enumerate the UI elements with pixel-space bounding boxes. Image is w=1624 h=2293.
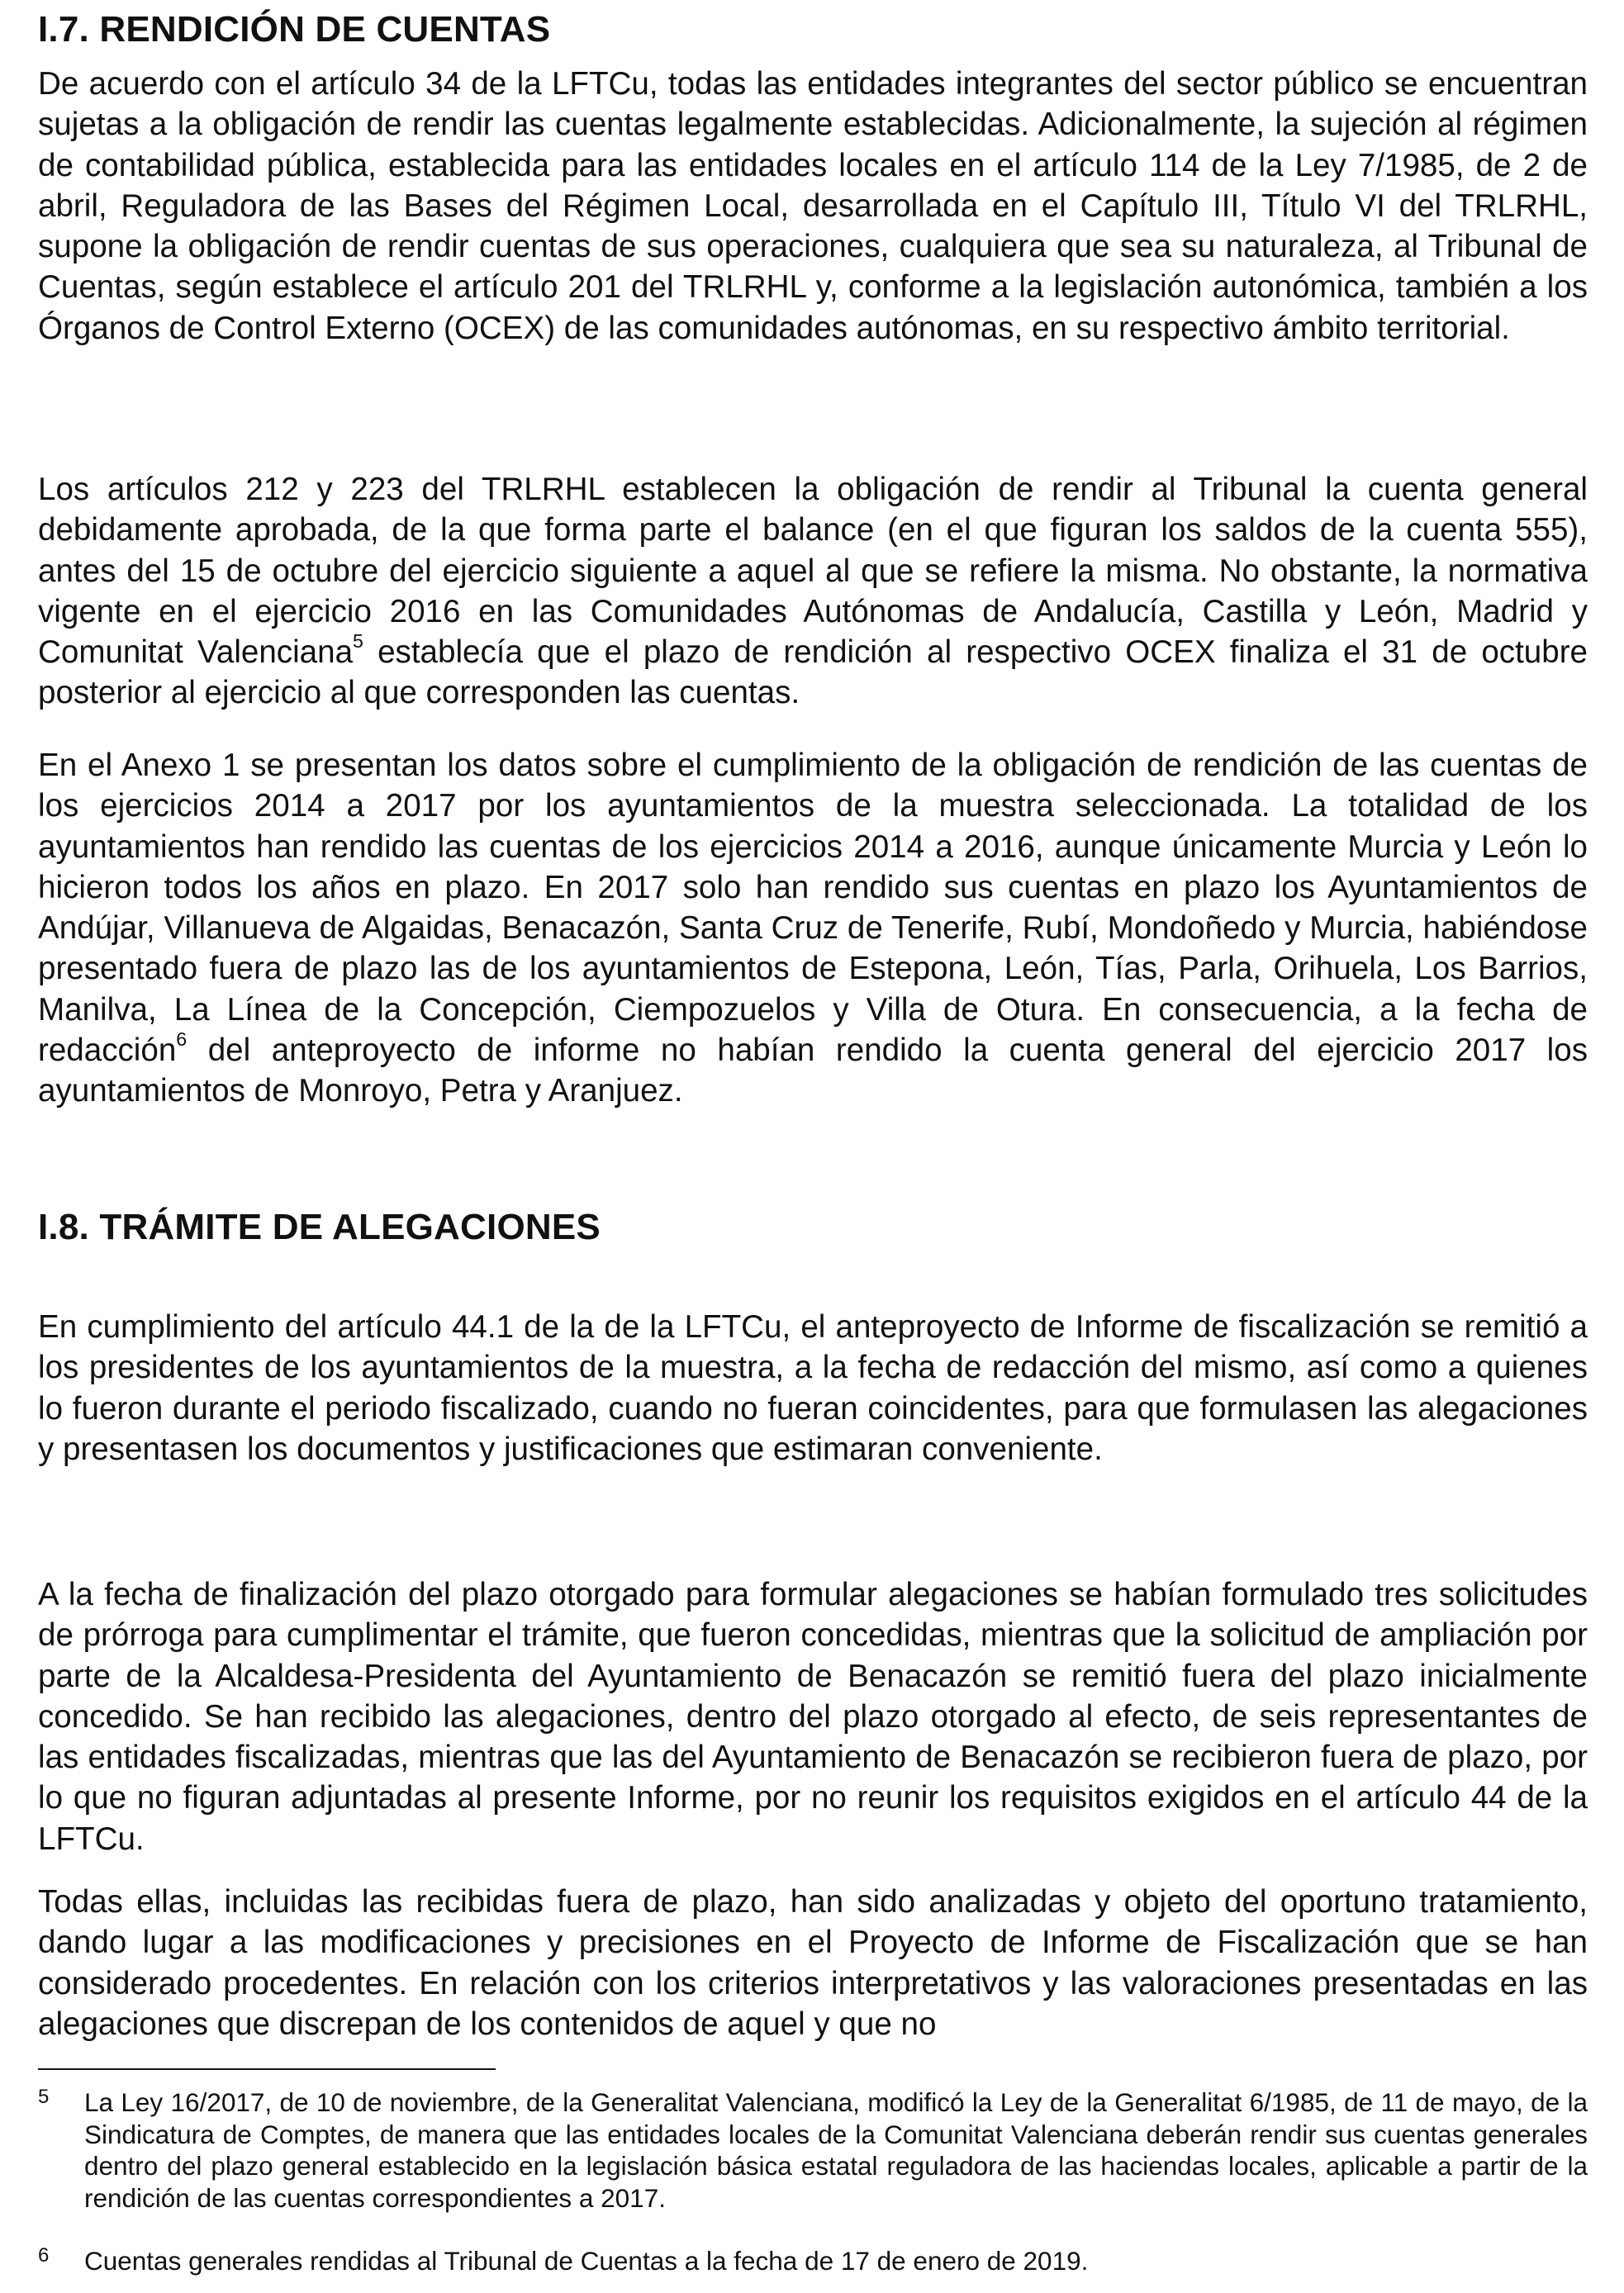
document-page: [38, 0, 1588, 2293]
footnote-text: La Ley 16/2017, de 10 de noviembre, de la Generalitat Valenciana, modificó la Ley de la Generalitat 6/1985, de 11 de mayo, de la Sindicatura de Comptes, de manera que las entidades locales de la Comunitat Valenciana deberán rendir sus cuentas generales dentro del plazo general establecido en la legislación básica estatal reguladora de las haciendas locales, aplicable a partir de la rendición de las cuentas correspondientes a 2017.: [84, 2087, 1588, 2213]
footnote-5: [38, 2086, 1588, 2214]
footnote-reference-6[interactable]: 6: [176, 1028, 188, 1050]
paragraph-tratamiento-alegaciones: Todas ellas, incluidas las recibidas fuera de plazo, han sido analizadas y objeto del oportuno tratamiento, dando lugar a las modificaciones y precisiones en el Proyecto de Informe de Fiscalización que se han considerado procedentes. En relación con los criterios interpretativos y las valoraciones presentadas en las alegaciones que discrepan de los contenidos de aquel y que no: [38, 1884, 1588, 2042]
footnote-6: [38, 2245, 1588, 2277]
section-heading-tramite-de-alegaciones: I.8. TRÁMITE DE ALEGACIONES: [38, 1207, 601, 1247]
paragraph-anexo-cumplimiento: [38, 745, 1588, 1112]
paragraph-plazo-alegaciones: A la fecha de finalización del plazo otorgado para formular alegaciones se habían formulado tres solicitudes de prórroga para cumplimentar el trámite, que fueron concedidas, mientras que la solicitud de ampliación por parte de la Alcaldesa-Presidenta del Ayuntamiento de Benacazón se remitió fuera del plazo inicialmente concedido. Se han recibido las alegaciones, dentro del plazo otorgado al efecto, de seis representantes de las entidades fiscalizadas, mientras que las del Ayuntamiento de Benacazón se recibieron fuera de plazo, por lo que no figuran adjuntadas al presente Informe, por no reunir los requisitos exigidos en el artículo 44 de la LFTCu.: [38, 1577, 1588, 1857]
paragraph-remision-anteproyecto: En cumplimiento del artículo 44.1 de la de la LFTCu, el anteproyecto de Informe de fiscalización se remitió a los presidentes de los ayuntamientos de la muestra, a la fecha de redacción del mismo, así como a quienes lo fueron durante el periodo fiscalizado, cuando no fueran coincidentes, para que formulasen las alegaciones y presentasen los documentos y justificaciones que estimaran conveniente.: [38, 1309, 1588, 1467]
paragraph-plazos-rendicion: [38, 469, 1588, 714]
footnote-number: 5: [38, 2086, 50, 2108]
footnote-text: Cuentas generales rendidas al Tribunal de Cuentas a la fecha de 17 de enero de 2019.: [84, 2246, 1089, 2276]
footnote-reference-5[interactable]: 5: [353, 629, 363, 652]
footnote-number: 6: [38, 2244, 50, 2267]
section-heading-rendicion-de-cuentas: I.7. RENDICIÓN DE CUENTAS: [38, 9, 551, 50]
paragraph-text: establecía que el plazo de rendición al respectivo OCEX finaliza el 31 de octubre posterior al ejercicio al que corresponden las cuentas.: [38, 634, 1588, 711]
paragraph-obligacion-rendir-cuentas: De acuerdo con el artículo 34 de la LFTCu, todas las entidades integrantes del sector público se encuentran sujetas a la obligación de rendir las cuentas legalmente establecidas. Adicionalmente, la sujeción al régimen de contabilidad pública, establecida para las entidades locales en el artículo 114 de la Ley 7/1985, de 2 de abril, Reguladora de las Bases del Régimen Local, desarrollada en el Capítulo III, Título VI del TRLRHL, supone la obligación de rendir cuentas de sus operaciones, cualquiera que sea su naturaleza, al Tribunal de Cuentas, según establece el artículo 201 del TRLRHL y, conforme a la legislación autonómica, también a los Órganos de Control Externo (OCEX) de las comunidades autónomas, en su respectivo ámbito territorial.: [38, 66, 1588, 346]
paragraph-text: En el Anexo 1 se presentan los datos sobre el cumplimiento de la obligación de rendición de las cuentas de los ejercicios 2014 a 2017 por los ayuntamientos de la muestra seleccionada. La totalidad de los ayuntamientos han rendido las cuentas de los ejercicios 2014 a 2016, aunque únicamente Murcia y León lo hicieron todos los años en plazo. En 2017 solo han rendido sus cuentas en plazo los Ayuntamientos de Andújar, Villanueva de Algaidas, Benacazón, Santa Cruz de Tenerife, Rubí, Mondoñedo y Murcia, habiéndose presentado fuera de plazo las de los ayuntamientos de Estepona, León, Tías, Parla, Orihuela, Los Barrios, Manilva, La Línea de la Concepción, Ciempozuelos y Villa de Otura. En consecuencia, a la fecha de redacción: [38, 748, 1588, 1069]
footnote-divider: [38, 2068, 496, 2070]
paragraph-text: Los artículos 212 y 223 del TRLRHL establecen la obligación de rendir al Tribunal la cuenta general debidamente aprobada, de la que forma parte el balance (en el que figuran los saldos de la cuenta 555), antes del 15 de octubre del ejercicio siguiente a aquel al que se refiere la misma. No obstante, la normativa vigente en el ejercicio 2016 en las Comunidades Autónomas de Andalucía, Castilla y León, Madrid y Comunitat Valenciana: [38, 472, 1588, 671]
paragraph-text: del anteproyecto de informe no habían rendido la cuenta general del ejercicio 2017 los ayuntamientos de Monroyo, Petra y Aranjuez.: [38, 1033, 1588, 1109]
